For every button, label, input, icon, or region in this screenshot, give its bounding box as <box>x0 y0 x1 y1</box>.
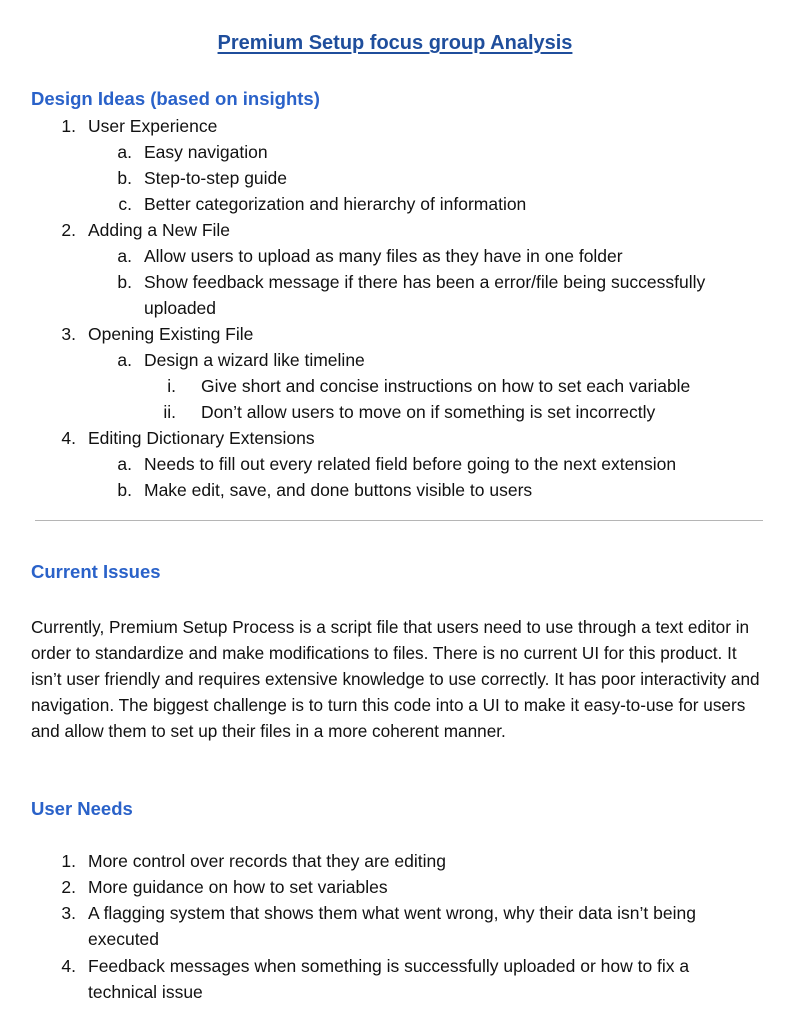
list-item: More guidance on how to set variables <box>88 877 388 897</box>
list-item: Easy navigation <box>144 142 268 162</box>
list-item: Better categorization and hierarchy of information <box>144 194 527 214</box>
list-item: Give short and concise instructions on how to set each variable <box>201 376 691 396</box>
list-item: Editing Dictionary Extensions <box>88 428 315 448</box>
list-marker: 3. <box>61 324 76 344</box>
user-needs-heading: User Needs <box>31 798 133 819</box>
design-ideas-heading: Design Ideas (based on insights) <box>31 88 320 109</box>
list-item: User Experience <box>88 116 218 136</box>
list-item: Design a wizard like timeline <box>144 350 365 370</box>
document-title: Premium Setup focus group Analysis <box>217 32 573 54</box>
list-marker: a. <box>117 246 132 266</box>
list-item: Needs to fill out every related field before going to the next extension <box>144 454 677 474</box>
list-marker: a. <box>117 350 132 370</box>
list-item-continuation: technical issue <box>88 982 203 1002</box>
list-marker: 4. <box>61 956 76 976</box>
list-item: More control over records that they are editing <box>88 851 446 871</box>
list-item: Make edit, save, and done buttons visible to users <box>144 480 533 500</box>
list-item: Step-to-step guide <box>144 168 288 188</box>
list-marker: 2. <box>61 220 76 240</box>
list-item: Don’t allow users to move on if something is set incorrectly <box>201 402 656 422</box>
list-item-continuation: executed <box>88 929 160 949</box>
list-marker: i. <box>167 376 176 396</box>
list-marker: ii. <box>163 402 176 422</box>
list-item: Opening Existing File <box>88 324 254 344</box>
list-marker: b. <box>117 272 132 292</box>
list-marker: c. <box>118 194 132 214</box>
horizontal-divider <box>35 520 763 521</box>
list-marker: 3. <box>61 903 76 923</box>
list-item: Show feedback message if there has been a error/file being successfully <box>144 272 706 292</box>
list-item-continuation: uploaded <box>144 298 217 318</box>
list-marker: b. <box>117 168 132 188</box>
list-item: A flagging system that shows them what went wrong, why their data isn’t being <box>88 903 696 923</box>
list-marker: 2. <box>61 877 76 897</box>
list-item: Adding a New File <box>88 220 231 240</box>
current-issues-heading: Current Issues <box>31 561 161 582</box>
list-marker: 1. <box>61 116 76 136</box>
list-item: Feedback messages when something is successfully uploaded or how to fix a <box>88 956 690 976</box>
list-marker: 1. <box>61 851 76 871</box>
list-marker: a. <box>117 142 132 162</box>
list-marker: b. <box>117 480 132 500</box>
current-issues-paragraph: Currently, Premium Setup Process is a script file that users need to use through a text editor in order to standardize and make modifications to files. There is no current UI for this product. It isn’t user friendly and requires extensive knowledge to use correctly. It has poor interactivity and navigation. The biggest challenge is to turn this code into a UI to make it easy-to-use for users and allow them to set up their files in a more coherent manner. <box>31 617 760 741</box>
list-marker: 4. <box>61 428 76 448</box>
list-marker: a. <box>117 454 132 474</box>
list-item: Allow users to upload as many files as they have in one folder <box>144 246 623 266</box>
